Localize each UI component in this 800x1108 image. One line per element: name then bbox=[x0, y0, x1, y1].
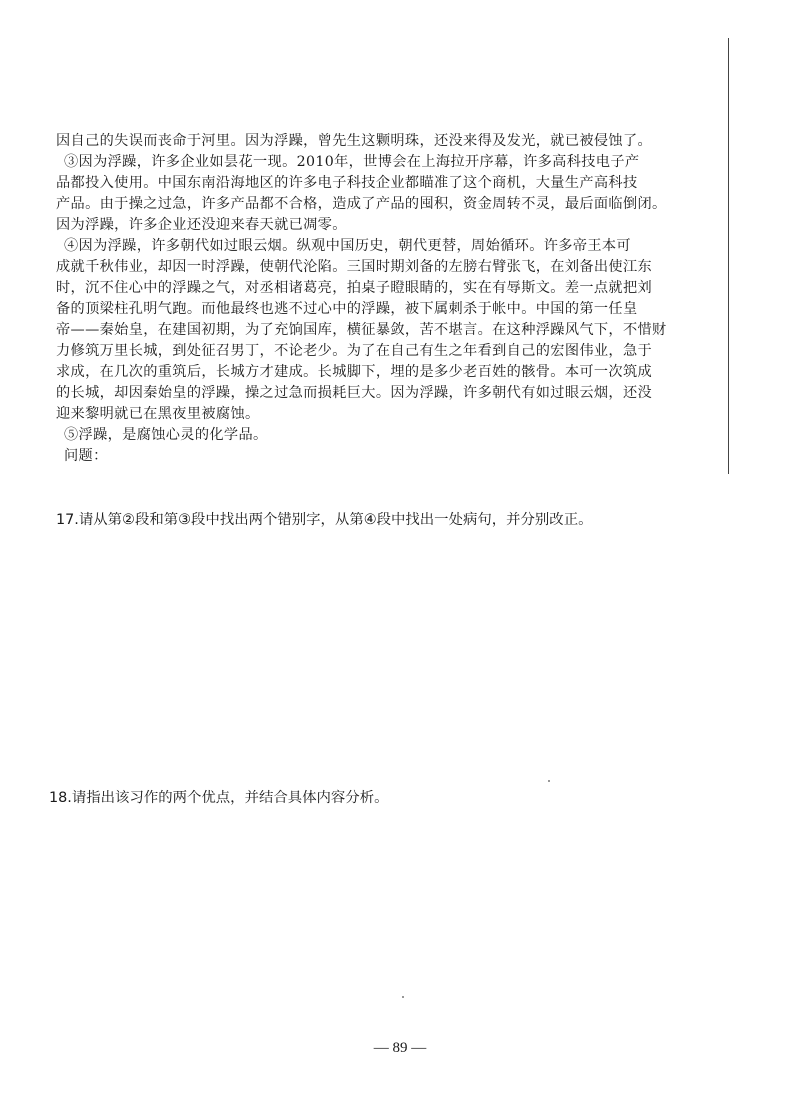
passage-line: 求成，在几次的重筑后，长城方才建成。长城脚下，埋的是多少老百姓的骸骨。本可一次筑成 bbox=[56, 364, 653, 380]
page-number: — 89 — bbox=[373, 1040, 427, 1056]
scan-speck bbox=[548, 780, 550, 782]
essay-passage bbox=[56, 131, 706, 467]
passage-line: 因为浮躁，许多企业还没迎来春天就已凋零。 bbox=[56, 217, 347, 233]
paragraph-3-line: ③因为浮躁，许多企业如昙花一现。2010年，世博会在上海拉开序幕，许多高科技电子产 bbox=[64, 154, 640, 170]
passage-line: 品都投入使用。中国东南沿海地区的许多电子科技企业都瞄准了这个商机，大量生产高科技 bbox=[56, 175, 638, 191]
question-18: 18.请指出该习作的两个优点，并结合具体内容分析。 bbox=[49, 790, 389, 806]
passage-line: 产品。由于操之过急，许多产品都不合格，造成了产品的囤积，资金周转不灵，最后面临倒闭。 bbox=[56, 196, 667, 212]
passage-line: 帝——秦始皇，在建国初期，为了充饷国库，横征暴敛，苦不堪言。在这种浮躁风气下，不惜财 bbox=[56, 322, 667, 338]
scan-speck bbox=[402, 996, 404, 998]
question-17: 17.请从第②段和第③段中找出两个错别字，从第④段中找出一处病句，并分别改正。 bbox=[56, 512, 593, 528]
margin-rule bbox=[728, 38, 729, 474]
passage-line: 力修筑万里长城，到处征召男丁，不论老少。为了在自己有生之年看到自己的宏图伟业，急于 bbox=[56, 343, 653, 359]
paragraph-5-line: ⑤浮躁，是腐蚀心灵的化学品。 bbox=[64, 427, 268, 443]
passage-line: 迎来黎明就已在黑夜里被腐蚀。 bbox=[56, 406, 260, 422]
questions-heading: 问题： bbox=[64, 448, 108, 464]
passage-line: 因自己的失误而丧命于河里。因为浮躁，曾先生这颗明珠，还没来得及发光，就已被侵蚀了。 bbox=[56, 133, 653, 149]
passage-line: 的长城，却因秦始皇的浮躁，操之过急而损耗巨大。因为浮躁，许多朝代有如过眼云烟，还没 bbox=[56, 385, 653, 401]
paragraph-4-line: ④因为浮躁，许多朝代如过眼云烟。纵观中国历史，朝代更替，周始循环。许多帝王本可 bbox=[64, 238, 631, 254]
passage-line: 成就千秋伟业，却因一时浮躁，使朝代沦陷。三国时期刘备的左膀右臂张飞，在刘备出使江东 bbox=[56, 259, 653, 275]
passage-line: 备的顶梁柱孔明气跑。而他最终也逃不过心中的浮躁，被下属刺杀于帐中。中国的第一任皇 bbox=[56, 301, 638, 317]
passage-line: 时，沉不住心中的浮躁之气，对丞相诸葛亮，拍桌子瞪眼睛的，实在有辱斯文。差一点就把刘 bbox=[56, 280, 653, 296]
